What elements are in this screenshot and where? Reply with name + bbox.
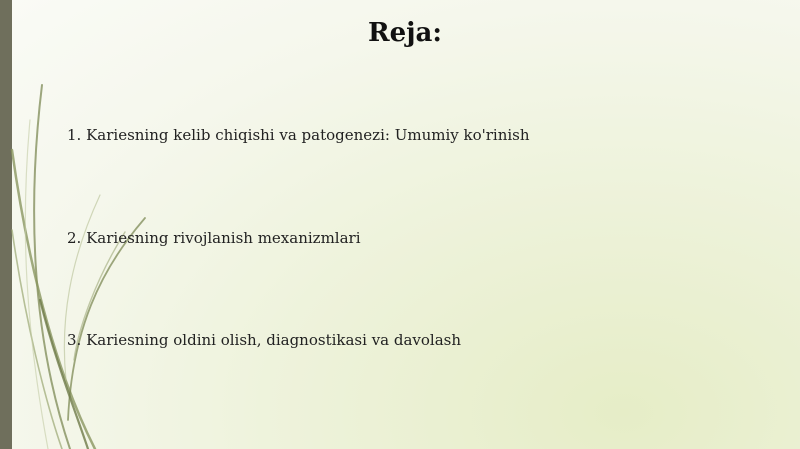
slide-title: Reja:: [367, 18, 442, 48]
list-item: 3. Kariesning oldini olish, diagnostikasi va davolash: [67, 331, 462, 349]
left-accent-bar: [0, 0, 12, 449]
list-item: 2. Kariesning rivojlanish mexanizmlari: [67, 229, 361, 247]
list-item: 1. Kariesning kelib chiqishi va patogenezi: Umumiy ko'rinish: [67, 126, 530, 144]
